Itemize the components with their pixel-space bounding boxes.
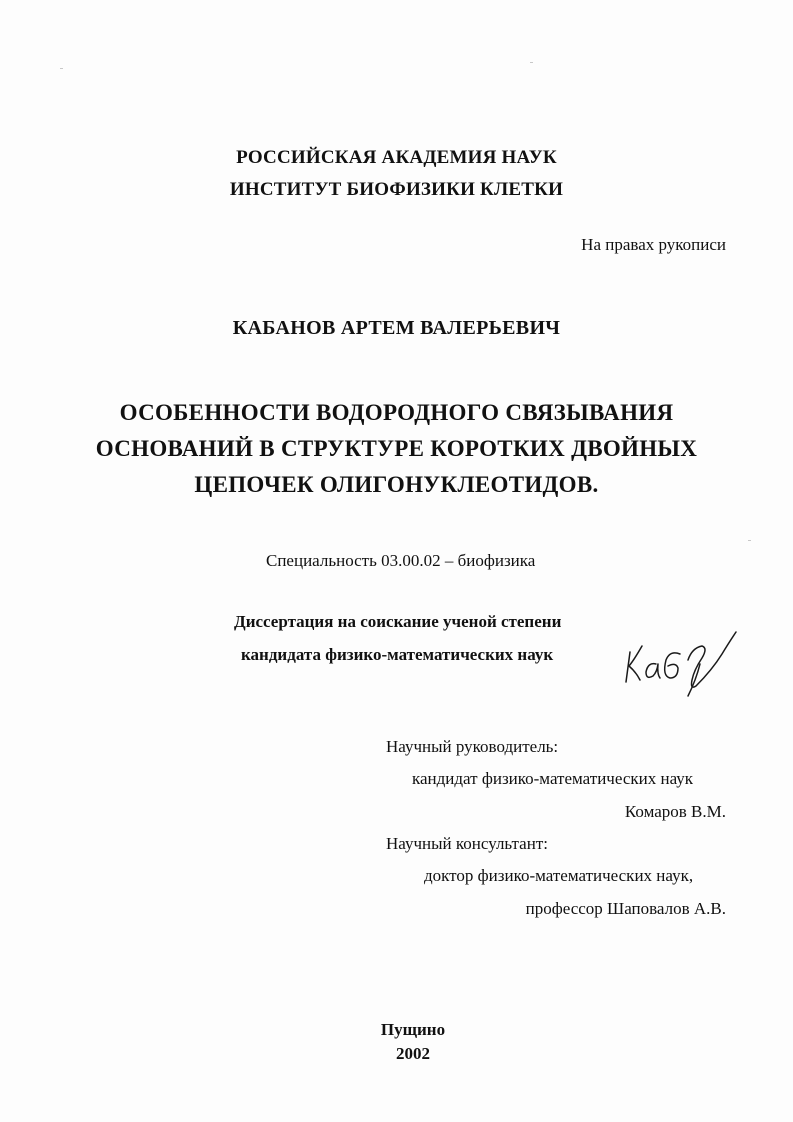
title-line-3: ЦЕПОЧЕК ОЛИГОНУКЛЕОТИДОВ. bbox=[194, 472, 599, 497]
supervisor-degree: кандидат физико-математических наук bbox=[412, 769, 694, 788]
supervisor-label: Научный руководитель: bbox=[386, 737, 559, 756]
title-line-1: ОСОБЕННОСТИ ВОДОРОДНОГО СВЯЗЫВАНИЯ bbox=[119, 400, 674, 425]
author-name: КАБАНОВ АРТЕМ ВАЛЕРЬЕВИЧ bbox=[232, 317, 561, 339]
title-line-2: ОСНОВАНИЙ В СТРУКТУРЕ КОРОТКИХ ДВОЙНЫХ bbox=[95, 436, 698, 461]
specialty: Специальность 03.00.02 – биофизика bbox=[266, 551, 536, 570]
supervisor-name: Комаров В.М. bbox=[624, 802, 726, 821]
scan-speck bbox=[60, 68, 63, 69]
academy-name: РОССИЙСКАЯ АКАДЕМИЯ НАУК bbox=[236, 147, 557, 168]
city: Пущино bbox=[380, 1020, 446, 1039]
scan-speck bbox=[748, 540, 751, 541]
dissertation-line-2: кандидата физико-математических наук bbox=[241, 645, 554, 664]
consultant-label: Научный консультант: bbox=[386, 834, 548, 853]
handwritten-signature bbox=[622, 624, 740, 704]
scan-speck bbox=[530, 62, 533, 63]
institute-name: ИНСТИТУТ БИОФИЗИКИ КЛЕТКИ bbox=[229, 179, 564, 200]
consultant-degree: доктор физико-математических наук, bbox=[424, 866, 694, 885]
year: 2002 bbox=[396, 1044, 430, 1063]
rights-note: На правах рукописи bbox=[581, 235, 726, 254]
consultant-name: профессор Шаповалов А.В. bbox=[525, 899, 726, 918]
dissertation-line-1: Диссертация на соискание ученой степени bbox=[234, 612, 562, 631]
